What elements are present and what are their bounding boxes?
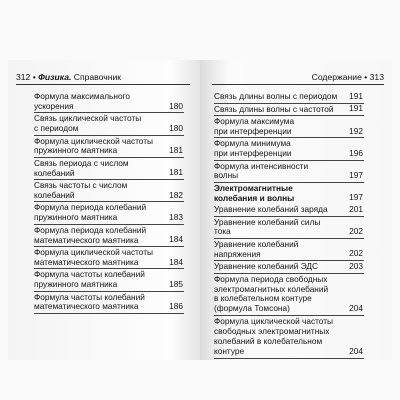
toc-page-number: 185	[169, 278, 183, 289]
toc-entry	[214, 274, 364, 317]
toc-page-number: 186	[169, 301, 183, 312]
toc-page-number: 197	[349, 192, 363, 203]
toc-entry-title: ускорения	[34, 100, 74, 111]
toc-entry-title: Формула максимального	[34, 91, 131, 101]
toc-entry	[34, 180, 184, 202]
toc-entry	[34, 113, 184, 135]
toc-entry-title: Уравнение колебаний заряда	[214, 204, 328, 215]
toc-entry	[34, 136, 184, 158]
toc-page-number: 202	[349, 226, 363, 237]
toc-entry-title: Формула минимума	[214, 138, 291, 149]
toc-entry	[214, 116, 364, 138]
toc-page-number: 204	[349, 303, 363, 314]
toc-entry-title: математического маятника	[34, 234, 139, 245]
toc-page-number: 191	[349, 91, 363, 101]
toc-entry-title: Связь длины волны с частотой	[214, 103, 334, 114]
toc-entry-title: математического маятника	[34, 256, 139, 267]
toc-entry	[214, 316, 364, 359]
toc-entry	[34, 158, 184, 180]
right-page-header	[212, 70, 384, 84]
toc-entry-title: Формула циклической частоты	[34, 247, 153, 258]
left-page	[8, 60, 200, 360]
toc-entry-title: Формула интенсивности	[214, 160, 309, 171]
toc-entry-title: Связь периода с числом	[34, 157, 129, 168]
toc-entry-title: волны	[214, 170, 239, 181]
left-header-book-title: Физика.	[38, 72, 72, 82]
toc-entry-title: при интерференции	[214, 148, 292, 159]
toc-page-number: 204	[349, 345, 363, 356]
right-page-number: 313	[369, 72, 384, 82]
toc-entry-title: математического маятника	[34, 301, 139, 312]
left-page-header	[16, 70, 190, 84]
toc-entry	[34, 269, 184, 291]
toc-page-number: 201	[349, 204, 363, 214]
toc-entry-title: контуре	[214, 345, 245, 356]
toc-entry	[214, 204, 364, 217]
toc-entry	[214, 217, 364, 239]
toc-entry-title: Формула частоты колебаний	[34, 291, 145, 302]
toc-entry	[34, 225, 184, 247]
toc-page-number: 182	[169, 189, 183, 200]
left-header-section: Справочник	[73, 72, 122, 82]
toc-entry-title: пружинного маятника	[34, 145, 118, 156]
toc-page-number: 180	[169, 100, 183, 111]
toc-entry-title: Формула циклической частоты	[214, 316, 333, 327]
toc-entry-title: в колебательном контуре	[214, 293, 312, 304]
left-header-rule	[16, 84, 190, 85]
toc-entry	[34, 247, 184, 269]
toc-entry-title: Формула циклической частоты	[34, 135, 153, 146]
toc-entry-title: Уравнение колебаний	[214, 238, 299, 249]
header-bullet: •	[364, 72, 368, 82]
toc-entry-title: Формула периода колебаний	[34, 224, 147, 235]
toc-page-number: 203	[349, 261, 363, 271]
toc-entry-title: Формула частоты колебаний	[34, 269, 145, 280]
toc-entry-title: Связь частоты с числом	[34, 180, 128, 191]
toc-page-number: 183	[169, 211, 183, 222]
toc-entry-title: Уравнение колебаний силы	[214, 216, 321, 227]
left-page-number: 312	[16, 72, 31, 82]
toc-entry-title: напряжения	[214, 248, 261, 259]
left-toc-list	[34, 91, 184, 314]
toc-entry-title: Формула периода колебаний	[34, 202, 147, 213]
toc-entry-title: колебания и волны	[214, 192, 295, 203]
toc-entry-title: колебаний	[34, 189, 75, 200]
toc-page-number: 202	[349, 248, 363, 259]
toc-entry-title: пружинного маятника	[34, 212, 118, 223]
right-header-section: Содержание	[311, 72, 362, 82]
toc-page-number: 180	[169, 122, 183, 133]
toc-entry-title: Электромагнитные	[214, 182, 293, 193]
toc-page-number: 181	[169, 145, 183, 156]
toc-entry	[34, 91, 184, 113]
toc-entry	[214, 239, 364, 261]
toc-entry	[214, 138, 364, 160]
toc-page-number: 191	[349, 103, 363, 114]
toc-page-number: 197	[349, 170, 363, 181]
toc-entry-title: колебаний	[34, 167, 75, 178]
toc-page-number: 181	[169, 167, 183, 178]
toc-entry-title: Связь циклической частоты	[34, 113, 142, 124]
toc-entry	[34, 292, 184, 314]
toc-entry-title: свободных электромагнитных	[214, 326, 330, 337]
toc-entry-title: электромагнитных колебаний	[214, 283, 329, 294]
toc-entry-title: Уравнение колебаний ЭДС	[214, 261, 319, 272]
toc-page-number: 184	[169, 234, 183, 245]
toc-entry-title: пружинного маятника	[34, 279, 118, 290]
toc-entry	[34, 202, 184, 224]
toc-section-heading	[214, 183, 364, 204]
toc-entry-title: Формула периода свободных	[214, 273, 328, 284]
toc-entry	[214, 261, 364, 274]
right-page	[200, 60, 392, 360]
toc-entry-title: (формула Томсона)	[214, 303, 290, 314]
toc-entry-title: колебаний в колебательном	[214, 335, 323, 346]
toc-entry-title: Формула максимума	[214, 116, 295, 126]
right-header-rule	[212, 84, 384, 85]
toc-entry-title: при интерференции	[214, 125, 292, 136]
toc-page-number: 184	[169, 256, 183, 267]
toc-entry-title: с периодом	[34, 123, 79, 134]
right-toc-list	[214, 91, 364, 359]
toc-entry	[214, 161, 364, 183]
toc-entry	[214, 91, 364, 104]
toc-entry-title: Связь длины волны с периодом	[214, 91, 338, 101]
toc-page-number: 192	[349, 125, 363, 136]
toc-entry-title: тока	[214, 226, 231, 237]
toc-page-number: 196	[349, 147, 363, 158]
toc-entry	[214, 104, 364, 117]
header-bullet: •	[32, 72, 36, 82]
